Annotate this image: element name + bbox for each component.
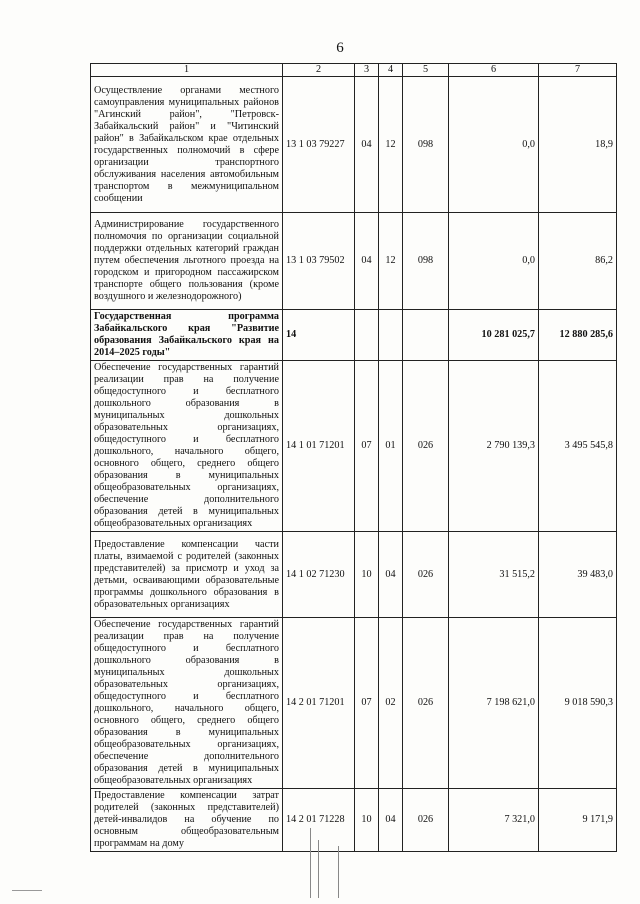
table-row [91,310,617,361]
row-amount-1: 0,0 [449,77,539,213]
row-section: 07 [355,618,379,789]
row-amount-1: 0,0 [449,213,539,310]
column-header: 6 [449,64,539,77]
row-name: Обеспечение государственных гарантий реализации прав на получение общедоступного и бесплатного дошкольного образования в муниципальных дошкольных образовательных организациях, общедоступного и бесплатного дошкольного, начального общего, основного общего, среднего общего образования в муниципальных общеобразовательных организациях, обеспечение дополнительного образования детей в муниципальных общеобразовательных организациях [91,361,283,532]
column-header: 7 [539,64,617,77]
row-code: 14 2 01 71201 [283,618,355,789]
row-subsection: 04 [379,532,403,618]
row-code: 14 [283,310,355,361]
row-code: 14 1 02 71230 [283,532,355,618]
row-subsection: 12 [379,213,403,310]
table-row [91,532,617,618]
row-name: Государственная программа Забайкальского края "Развитие образования Забайкальского края на 2014–2025 годы" [91,310,283,361]
row-amount-1: 10 281 025,7 [449,310,539,361]
column-header: 3 [355,64,379,77]
scan-line [12,890,42,891]
row-name: Осуществление органами местного самоуправления муниципальных районов "Агинский район", "Петровск-Забайкальский район" и "Читинский район" в Забайкальском крае отдельных государственных полномочий в сфере организации транспортного обслуживания населения автомобильным транспортом в межмуниципальном сообщении [91,77,283,213]
row-amount-1: 31 515,2 [449,532,539,618]
row-amount-2: 12 880 285,6 [539,310,617,361]
row-amount-2: 9 171,9 [539,789,617,852]
row-code: 14 2 01 71228 [283,789,355,852]
table-row [91,77,617,213]
row-section: 10 [355,532,379,618]
row-amount-2: 3 495 545,8 [539,361,617,532]
row-section: 04 [355,77,379,213]
row-subsection: 02 [379,618,403,789]
row-section: 04 [355,213,379,310]
table-row [91,361,617,532]
row-name: Обеспечение государственных гарантий реализации прав на получение общедоступного и бесплатного дошкольного образования в муниципальных дошкольных образовательных организациях, общедоступного и бесплатного дошкольного, начального общего, основного общего, среднего общего образования в муниципальных общеобразовательных организациях, обеспечение дополнительного образования детей в муниципальных общеобразовательных организациях [91,618,283,789]
row-amount-1: 7 198 621,0 [449,618,539,789]
row-subsection [379,310,403,361]
table-row [91,618,617,789]
row-code: 14 1 01 71201 [283,361,355,532]
scan-line [318,840,319,898]
table-row [91,789,617,852]
row-expense-type: 026 [403,618,449,789]
row-expense-type: 026 [403,789,449,852]
row-amount-2: 86,2 [539,213,617,310]
column-header: 4 [379,64,403,77]
row-subsection: 04 [379,789,403,852]
row-code: 13 1 03 79502 [283,213,355,310]
column-header: 5 [403,64,449,77]
column-header: 1 [91,64,283,77]
row-expense-type: 026 [403,361,449,532]
row-name: Предоставление компенсации затрат родителей (законных представителей) детей-инвалидов на обучение по основным общеобразовательным программам на дому [91,789,283,852]
row-code: 13 1 03 79227 [283,77,355,213]
row-section: 07 [355,361,379,532]
column-header: 2 [283,64,355,77]
row-subsection: 01 [379,361,403,532]
row-subsection: 12 [379,77,403,213]
table-row [91,213,617,310]
row-name: Предоставление компенсации части платы, взимаемой с родителей (законных представителей) за присмотр и уход за детьми, осваивающими образовательные программы дошкольного образования в образовательных организациях [91,532,283,618]
row-expense-type [403,310,449,361]
budget-table [90,63,617,852]
row-name: Администрирование государственного полномочия по организации социальной поддержки отдельных категорий граждан путем обеспечения льготного проезда на городском и пригородном пассажирском транспорте общего пользования (кроме воздушного и железнодорожного) [91,213,283,310]
scan-line [310,828,311,898]
page-number: 6 [336,40,344,56]
row-section: 10 [355,789,379,852]
header-row [91,64,617,77]
row-expense-type: 098 [403,77,449,213]
row-amount-2: 39 483,0 [539,532,617,618]
row-section [355,310,379,361]
row-amount-1: 2 790 139,3 [449,361,539,532]
scan-line [338,846,339,898]
row-amount-1: 7 321,0 [449,789,539,852]
row-expense-type: 098 [403,213,449,310]
row-expense-type: 026 [403,532,449,618]
row-amount-2: 18,9 [539,77,617,213]
row-amount-2: 9 018 590,3 [539,618,617,789]
